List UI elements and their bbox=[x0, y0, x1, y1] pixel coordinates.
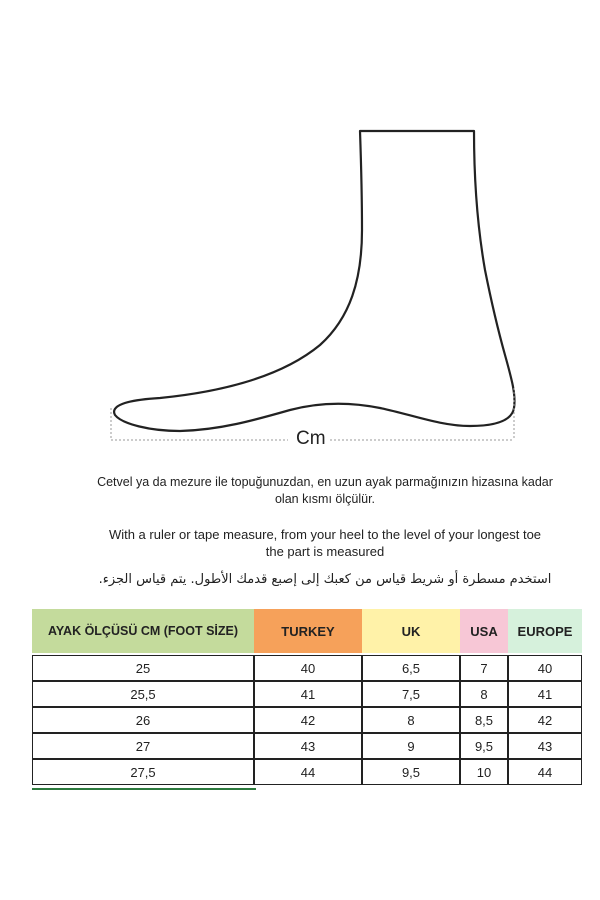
cell-usa: 8 bbox=[460, 681, 508, 707]
cell-foot-cm: 26 bbox=[32, 707, 254, 733]
table-row bbox=[32, 733, 582, 759]
table-header-row bbox=[32, 609, 582, 653]
cell-foot-cm: 27,5 bbox=[32, 759, 254, 785]
cell-foot-cm: 27 bbox=[32, 733, 254, 759]
cell-uk: 9,5 bbox=[362, 759, 460, 785]
header-europe: EUROPE bbox=[508, 609, 582, 653]
turkish-instructions bbox=[60, 474, 590, 508]
header-turkey: TURKEY bbox=[254, 609, 362, 653]
cell-turkey: 42 bbox=[254, 707, 362, 733]
english-line-1: With a ruler or tape measure, from your heel to the level of your longest toe bbox=[108, 527, 542, 542]
header-uk: UK bbox=[362, 609, 460, 653]
cell-europe: 42 bbox=[508, 707, 582, 733]
cell-europe: 41 bbox=[508, 681, 582, 707]
table-row bbox=[32, 759, 582, 785]
measure-label: Cm bbox=[292, 428, 330, 450]
cell-usa: 10 bbox=[460, 759, 508, 785]
table-row bbox=[32, 655, 582, 681]
cell-turkey: 40 bbox=[254, 655, 362, 681]
cell-uk: 9 bbox=[362, 733, 460, 759]
cell-europe: 44 bbox=[508, 759, 582, 785]
turkish-line-2: olan kısmı ölçülür. bbox=[274, 492, 376, 506]
cell-usa: 7 bbox=[460, 655, 508, 681]
cell-uk: 7,5 bbox=[362, 681, 460, 707]
cell-turkey: 43 bbox=[254, 733, 362, 759]
english-instructions bbox=[60, 526, 590, 560]
header-usa: USA bbox=[460, 609, 508, 653]
english-line-2: the part is measured bbox=[265, 544, 385, 559]
cell-europe: 40 bbox=[508, 655, 582, 681]
header-foot-size: AYAK ÖLÇÜSÜ CM (FOOT SİZE) bbox=[32, 609, 254, 653]
cell-europe: 43 bbox=[508, 733, 582, 759]
cell-uk: 8 bbox=[362, 707, 460, 733]
size-chart-table bbox=[32, 609, 582, 785]
foot-outline bbox=[114, 131, 514, 431]
cell-usa: 9,5 bbox=[460, 733, 508, 759]
cell-uk: 6,5 bbox=[362, 655, 460, 681]
arabic-instructions: استخدم مسطرة أو شريط قياس من كعبك إلى إصبع قدمك الأطول. يتم قياس الجزء. bbox=[98, 572, 552, 587]
cell-turkey: 44 bbox=[254, 759, 362, 785]
turkish-line-1: Cetvel ya da mezure ile topuğunuzdan, en uzun ayak parmağınızın hizasına kadar bbox=[97, 475, 553, 489]
cell-foot-cm: 25 bbox=[32, 655, 254, 681]
cell-foot-cm: 25,5 bbox=[32, 681, 254, 707]
table-bottom-accent-line bbox=[32, 788, 256, 790]
table-row bbox=[32, 707, 582, 733]
table-row bbox=[32, 681, 582, 707]
cell-usa: 8,5 bbox=[460, 707, 508, 733]
cell-turkey: 41 bbox=[254, 681, 362, 707]
